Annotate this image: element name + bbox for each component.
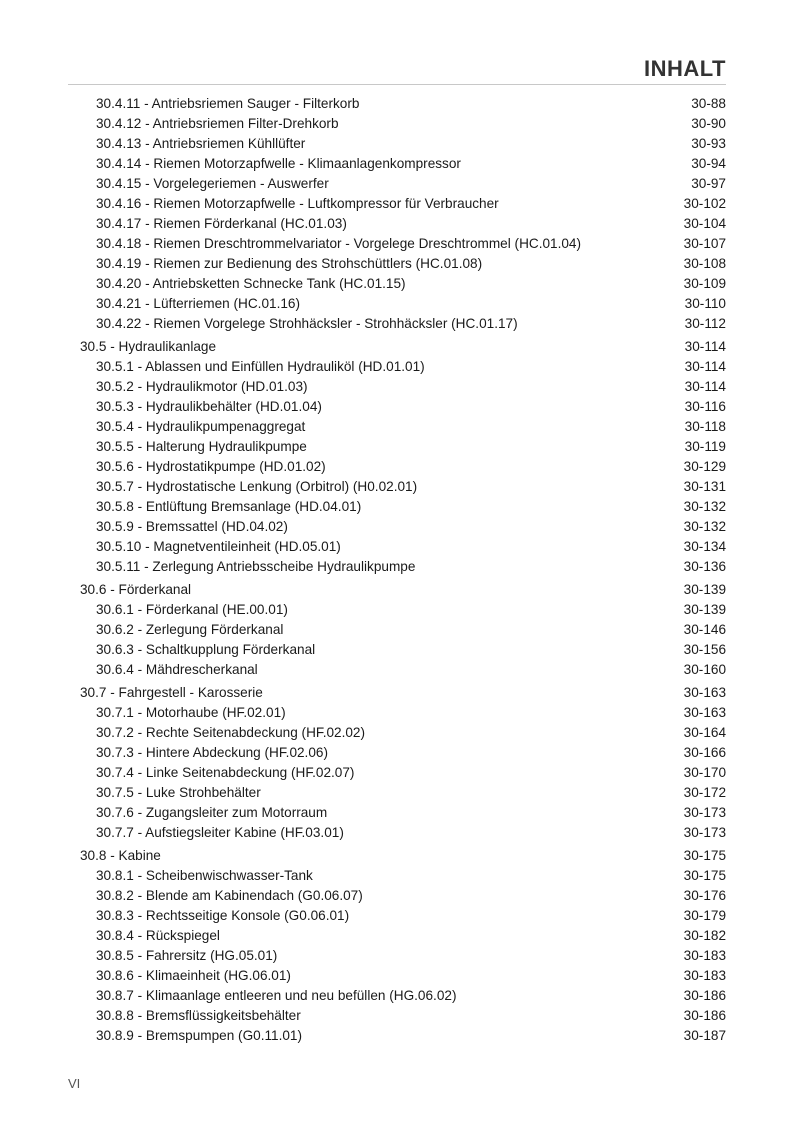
toc-entry-page: 30-109	[683, 276, 726, 291]
toc-entry-title: 30.4.11 - Antriebsriemen Sauger - Filterkorb	[96, 96, 360, 111]
toc-entry-page: 30-186	[683, 988, 726, 1003]
toc-entry-page: 30-175	[683, 848, 726, 863]
toc-entry-title: 30.8.3 - Rechtsseitige Konsole (G0.06.01)	[96, 908, 350, 923]
toc-entry-page: 30-114	[684, 339, 726, 354]
toc-subentry	[80, 1026, 726, 1046]
toc-subentry	[80, 537, 726, 557]
toc-entry-title: 30.5.2 - Hydraulikmotor (HD.01.03)	[96, 379, 308, 394]
toc-subentry	[80, 600, 726, 620]
toc-entry-page: 30-136	[683, 559, 726, 574]
toc-entry-page: 30-163	[683, 705, 726, 720]
toc-section	[80, 337, 726, 577]
toc-entry-title: 30.5.7 - Hydrostatische Lenkung (Orbitrol) (H0.02.01)	[96, 479, 418, 494]
toc-subentry	[80, 234, 726, 254]
toc-subentry	[80, 946, 726, 966]
toc-entry-title: 30.4.15 - Vorgelegeriemen - Auswerfer	[96, 176, 329, 191]
toc-entry-title: 30.7.1 - Motorhaube (HF.02.01)	[96, 705, 286, 720]
toc-subentry	[80, 397, 726, 417]
toc-entry-page: 30-112	[684, 316, 726, 331]
toc-subentry	[80, 517, 726, 537]
toc-entry-title: 30.7 - Fahrgestell - Karosserie	[80, 685, 263, 700]
page-title: INHALT	[643, 56, 726, 81]
toc-entry-title: 30.8.7 - Klimaanlage entleeren und neu befüllen (HG.06.02)	[96, 988, 457, 1003]
toc-entry-title: 30.6.2 - Zerlegung Förderkanal	[96, 622, 284, 637]
toc-entry-title: 30.8.2 - Blende am Kabinendach (G0.06.07)	[96, 888, 363, 903]
toc-entry-page: 30-182	[683, 928, 726, 943]
toc-entry-title: 30.5 - Hydraulikanlage	[80, 339, 217, 354]
toc-entry-page: 30-160	[683, 662, 726, 677]
toc-subentry	[80, 134, 726, 154]
toc-entry-title: 30.6.3 - Schaltkupplung Förderkanal	[96, 642, 316, 657]
toc-entry-page: 30-173	[683, 825, 726, 840]
toc-entry-title: 30.8.4 - Rückspiegel	[96, 928, 220, 943]
toc-entry-page: 30-183	[683, 948, 726, 963]
toc-entry-page: 30-187	[683, 1028, 726, 1043]
toc-entry-page: 30-186	[683, 1008, 726, 1023]
toc-subentry	[80, 723, 726, 743]
toc-subentry	[80, 823, 726, 843]
toc-entry-title: 30.5.6 - Hydrostatikpumpe (HD.01.02)	[96, 459, 326, 474]
toc-entry-page: 30-134	[683, 539, 726, 554]
header-divider	[68, 84, 726, 85]
toc-subentry	[80, 214, 726, 234]
toc-entry-title: 30.7.3 - Hintere Abdeckung (HF.02.06)	[96, 745, 328, 760]
toc-entry-page: 30-163	[683, 685, 726, 700]
toc-entry-title: 30.4.14 - Riemen Motorzapfwelle - Klimaanlagenkompressor	[96, 156, 461, 171]
toc-entry-title: 30.4.19 - Riemen zur Bedienung des Strohschüttlers (HC.01.08)	[96, 256, 483, 271]
toc-subentry	[80, 457, 726, 477]
toc-entry-page: 30-129	[683, 459, 726, 474]
toc-subentry	[80, 154, 726, 174]
toc-entry-title: 30.8.9 - Bremspumpen (G0.11.01)	[96, 1028, 303, 1043]
toc-entry-title: 30.4.12 - Antriebsriemen Filter-Drehkorb	[96, 116, 339, 131]
toc-entry-page: 30-175	[683, 868, 726, 883]
page-number: VI	[68, 1076, 81, 1091]
toc-section-heading	[80, 683, 726, 703]
toc-subentry	[80, 497, 726, 517]
toc-subentry	[80, 557, 726, 577]
toc-entry-page: 30-97	[691, 176, 726, 191]
toc-subentry	[80, 703, 726, 723]
toc-entry-title: 30.8 - Kabine	[80, 848, 161, 863]
toc-subentry	[80, 620, 726, 640]
toc-subentry	[80, 114, 726, 134]
toc-entry-page: 30-164	[683, 725, 726, 740]
toc-entry-page: 30-107	[683, 236, 726, 251]
toc-entry-title: 30.4.18 - Riemen Dreschtrommelvariator - Vorgelege Dreschtrommel (HC.01.04)	[96, 236, 582, 251]
toc-entry-title: 30.5.8 - Entlüftung Bremsanlage (HD.04.01)	[96, 499, 362, 514]
toc-subentry	[80, 660, 726, 680]
toc-entry-page: 30-146	[683, 622, 726, 637]
toc-subentry	[80, 174, 726, 194]
toc-section-heading	[80, 846, 726, 866]
toc-entry-title: 30.5.11 - Zerlegung Antriebsscheibe Hydraulikpumpe	[96, 559, 416, 574]
toc-section-heading	[80, 580, 726, 600]
toc-entry-page: 30-114	[684, 359, 726, 374]
toc-entry-page: 30-139	[683, 582, 726, 597]
toc-entry-page: 30-176	[683, 888, 726, 903]
toc-subentry	[80, 926, 726, 946]
toc-entry-page: 30-132	[683, 519, 726, 534]
toc-subentry	[80, 314, 726, 334]
toc-entry-title: 30.6 - Förderkanal	[80, 582, 192, 597]
toc-entry-title: 30.5.9 - Bremssattel (HD.04.02)	[96, 519, 288, 534]
toc-subentry	[80, 966, 726, 986]
toc-entry-page: 30-90	[691, 116, 726, 131]
toc-entry-page: 30-104	[683, 216, 726, 231]
toc-subentry	[80, 477, 726, 497]
toc-entry-page: 30-179	[683, 908, 726, 923]
toc-entry-title: 30.7.4 - Linke Seitenabdeckung (HF.02.07)	[96, 765, 355, 780]
toc-entry-page: 30-156	[683, 642, 726, 657]
toc-entry-page: 30-131	[683, 479, 726, 494]
toc-entry-title: 30.8.8 - Bremsflüssigkeitsbehälter	[96, 1008, 301, 1023]
toc-entry-title: 30.4.17 - Riemen Förderkanal (HC.01.03)	[96, 216, 347, 231]
toc-subentry	[80, 803, 726, 823]
toc-entry-page: 30-102	[683, 196, 726, 211]
toc-section	[80, 683, 726, 843]
toc-entry-title: 30.4.21 - Lüfterriemen (HC.01.16)	[96, 296, 301, 311]
toc-entry-title: 30.8.5 - Fahrersitz (HG.05.01)	[96, 948, 278, 963]
toc-entry-page: 30-172	[683, 785, 726, 800]
toc-section	[80, 846, 726, 1046]
table-of-contents	[80, 94, 726, 1046]
toc-section	[80, 580, 726, 680]
toc-entry-page: 30-183	[683, 968, 726, 983]
toc-entry-title: 30.4.22 - Riemen Vorgelege Strohhäcksler - Strohhäcksler (HC.01.17)	[96, 316, 518, 331]
toc-entry-title: 30.6.4 - Mähdrescherkanal	[96, 662, 258, 677]
toc-entry-title: 30.5.5 - Halterung Hydraulikpumpe	[96, 439, 307, 454]
toc-entry-page: 30-173	[683, 805, 726, 820]
toc-entry-page: 30-116	[684, 399, 726, 414]
toc-entry-title: 30.7.7 - Aufstiegsleiter Kabine (HF.03.01)	[96, 825, 344, 840]
toc-subentry	[80, 254, 726, 274]
toc-subentry	[80, 906, 726, 926]
toc-entry-title: 30.4.20 - Antriebsketten Schnecke Tank (HC.01.15)	[96, 276, 406, 291]
toc-entry-page: 30-132	[683, 499, 726, 514]
toc-entry-page: 30-166	[683, 745, 726, 760]
toc-entry-page: 30-119	[684, 439, 726, 454]
toc-entry-title: 30.5.10 - Magnetventileinheit (HD.05.01)	[96, 539, 341, 554]
toc-entry-page: 30-110	[684, 296, 726, 311]
toc-entry-page: 30-139	[683, 602, 726, 617]
toc-subentry	[80, 294, 726, 314]
toc-entry-title: 30.4.13 - Antriebsriemen Kühllüfter	[96, 136, 306, 151]
toc-entry-title: 30.7.6 - Zugangsleiter zum Motorraum	[96, 805, 328, 820]
toc-entry-page: 30-88	[691, 96, 726, 111]
toc-subentry	[80, 886, 726, 906]
toc-subentry	[80, 194, 726, 214]
toc-subentry	[80, 417, 726, 437]
toc-subentry	[80, 377, 726, 397]
toc-entry-page: 30-118	[684, 419, 726, 434]
toc-entry-title: 30.5.3 - Hydraulikbehälter (HD.01.04)	[96, 399, 322, 414]
toc-entry-title: 30.7.2 - Rechte Seitenabdeckung (HF.02.02)	[96, 725, 366, 740]
toc-subentry	[80, 866, 726, 886]
toc-entry-title: 30.5.4 - Hydraulikpumpenaggregat	[96, 419, 306, 434]
toc-subentry	[80, 763, 726, 783]
toc-subentry	[80, 357, 726, 377]
toc-entry-title: 30.5.1 - Ablassen und Einfüllen Hydrauliköl (HD.01.01)	[96, 359, 425, 374]
toc-section-heading	[80, 337, 726, 357]
toc-entry-title: 30.4.16 - Riemen Motorzapfwelle - Luftkompressor für Verbraucher	[96, 196, 499, 211]
toc-subentry	[80, 94, 726, 114]
toc-subentry	[80, 986, 726, 1006]
toc-entry-page: 30-94	[691, 156, 726, 171]
toc-subentry	[80, 437, 726, 457]
toc-subentry	[80, 743, 726, 763]
toc-subentry	[80, 274, 726, 294]
toc-entry-page: 30-108	[683, 256, 726, 271]
toc-entry-title: 30.6.1 - Förderkanal (HE.00.01)	[96, 602, 288, 617]
toc-subentry	[80, 783, 726, 803]
toc-subentry	[80, 1006, 726, 1026]
toc-entry-title: 30.8.6 - Klimaeinheit (HG.06.01)	[96, 968, 291, 983]
toc-entry-title: 30.7.5 - Luke Strohbehälter	[96, 785, 261, 800]
toc-entry-page: 30-170	[683, 765, 726, 780]
toc-entry-page: 30-114	[684, 379, 726, 394]
toc-subentry	[80, 640, 726, 660]
toc-entry-title: 30.8.1 - Scheibenwischwasser-Tank	[96, 868, 313, 883]
toc-entry-page: 30-93	[691, 136, 726, 151]
